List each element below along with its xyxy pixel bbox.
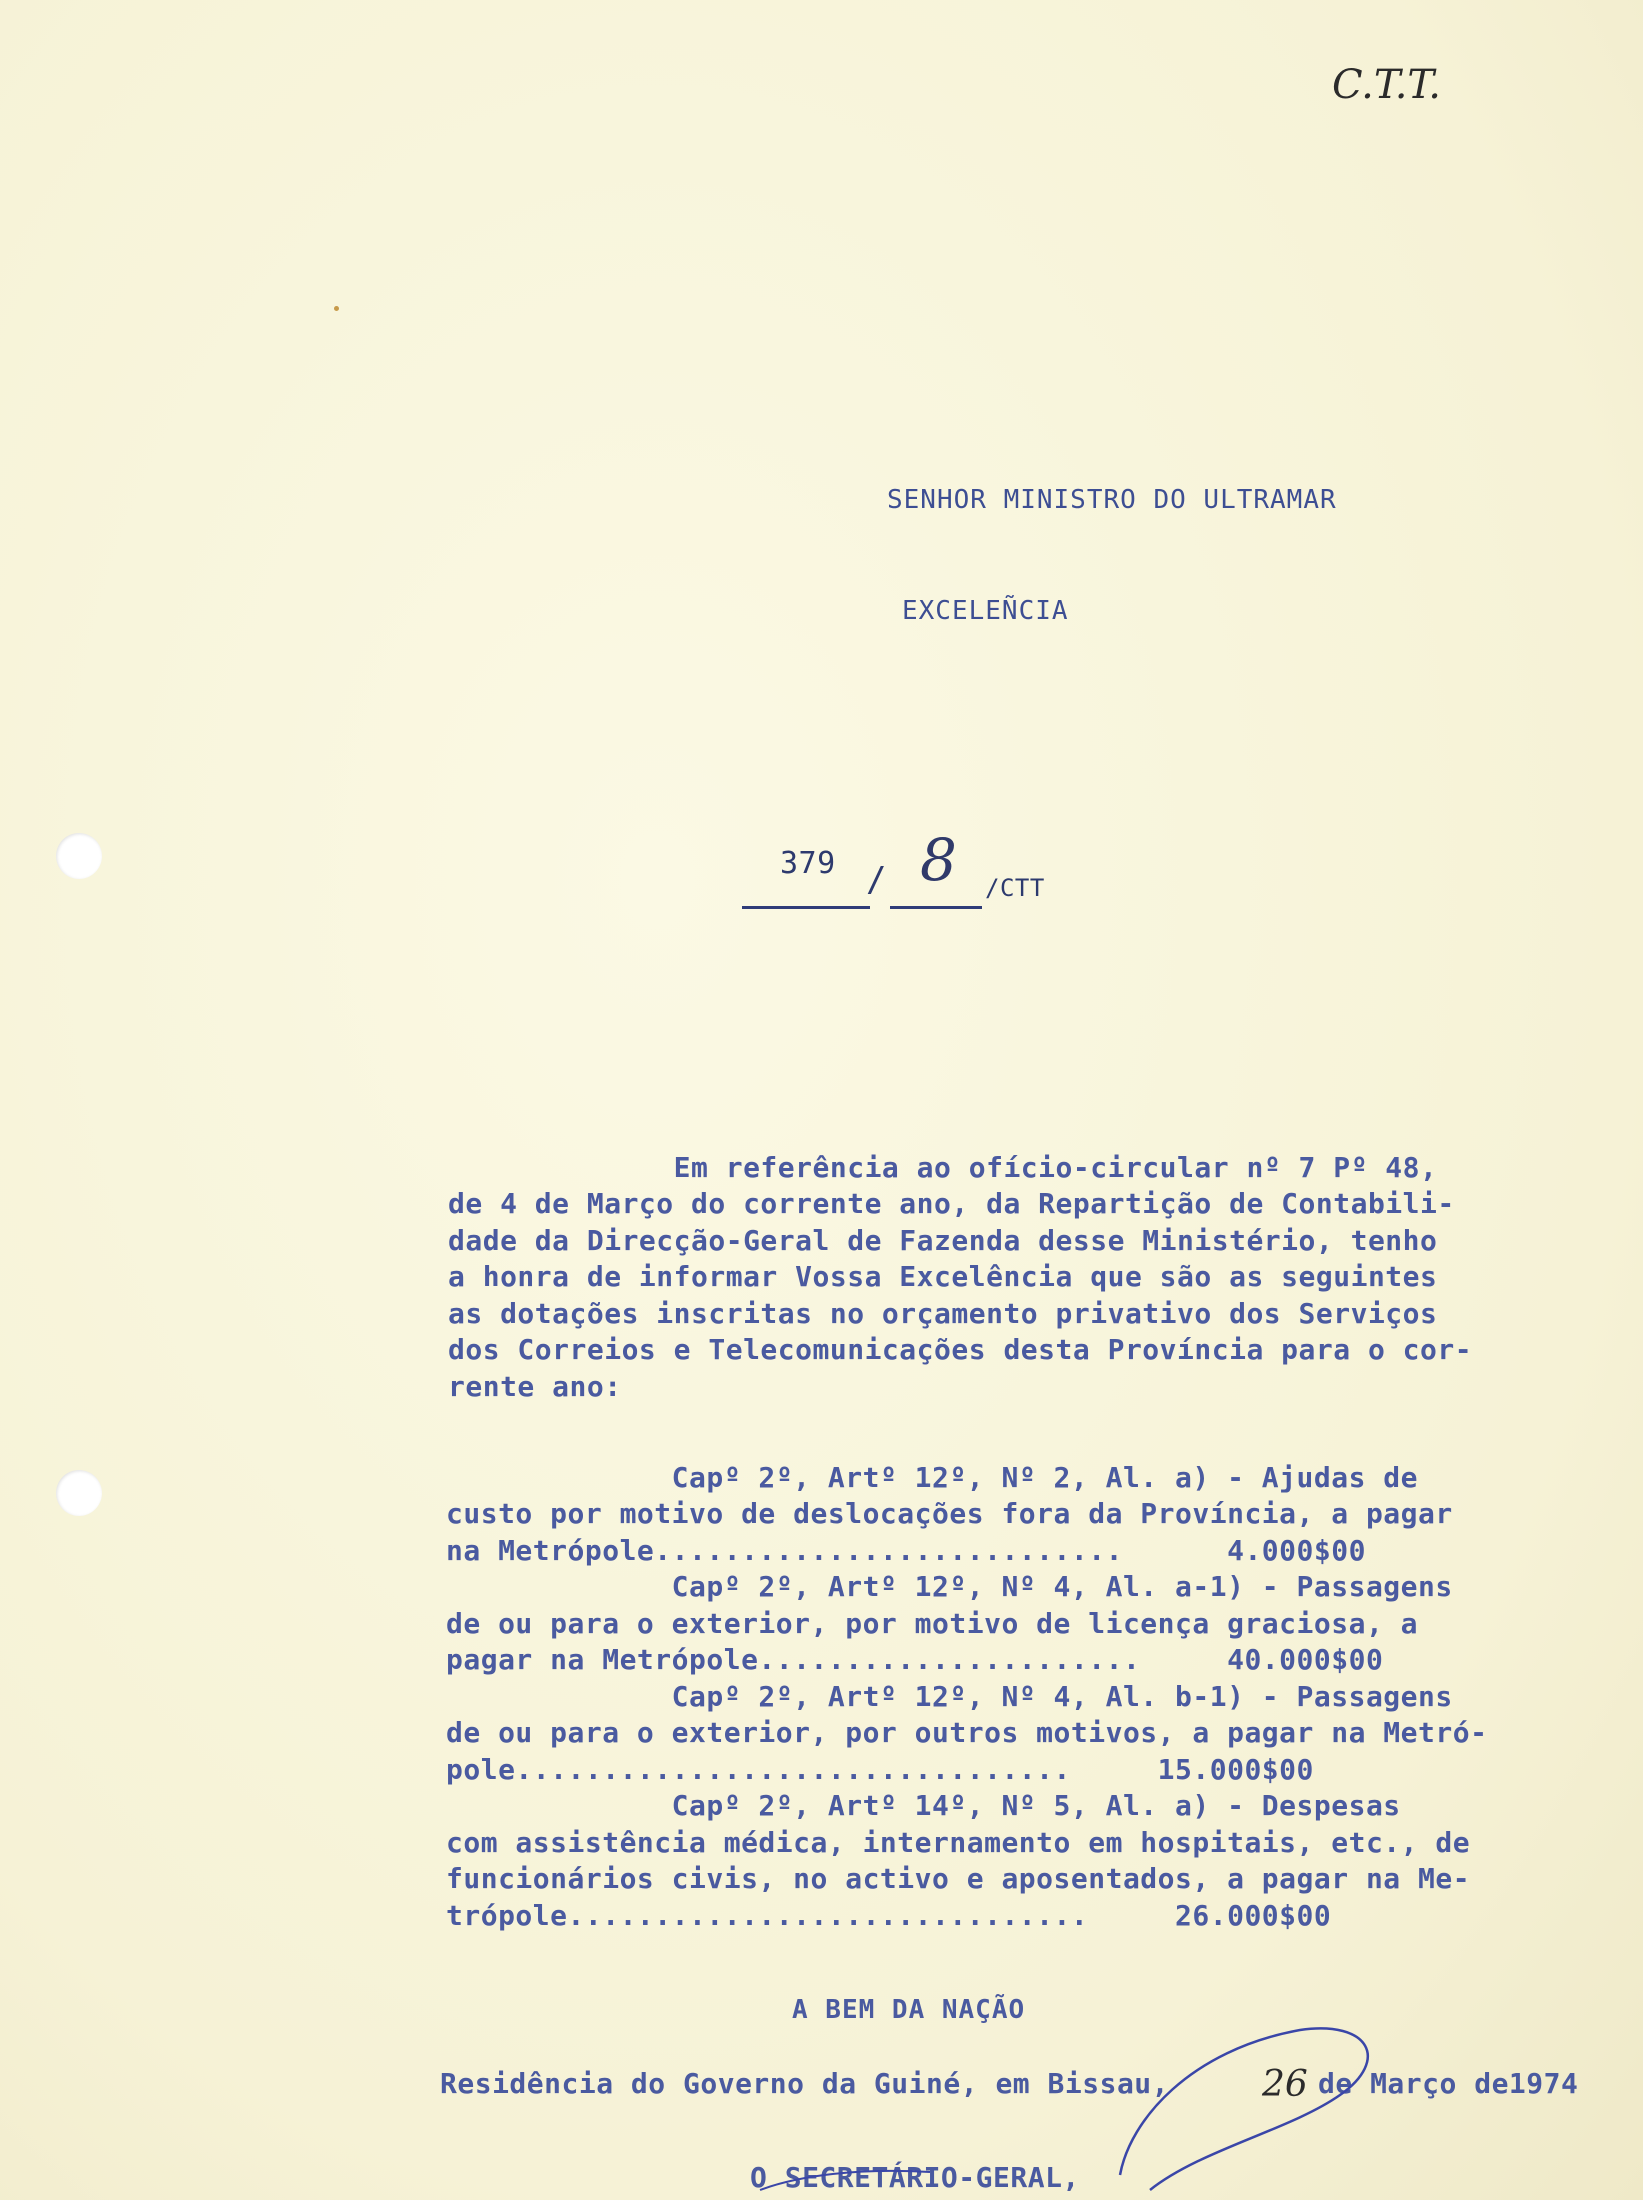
budget-item-2-line-2: de ou para o exterior, por motivo de licença graciosa, a [446, 1606, 1419, 1640]
budget-item-1-line-3: na Metrópole........................... 4.000$00 [446, 1533, 1366, 1567]
budget-item-1-line-2: custo por motivo de deslocações fora da Província, a pagar [446, 1497, 1453, 1530]
budget-item-3-line-2: de ou para o exterior, por outros motivos, a pagar na Metró- [446, 1716, 1488, 1749]
signatory-title: O SECRETÁRIO-GERAL, [750, 2161, 1080, 2194]
budget-item-2-line-1: Capº 2º, Artº 12º, Nº 4, Al. a-1) - Passagens [446, 1570, 1453, 1603]
date-suffix: de Março de1974 [1318, 2067, 1579, 2100]
handwritten-ctt-note: C.T.T. [1332, 62, 1441, 108]
budget-item-4-line-2: com assistência médica, internamento em hospitais, etc., de [446, 1825, 1471, 1859]
place-text: Residência do Governo da Guiné, em Bissau, [440, 2067, 1170, 2100]
body-line-5: as dotações inscritas no orçamento privativo dos Serviços [448, 1296, 1438, 1330]
reference-slash: / [866, 860, 887, 900]
budget-item-2-line-3: pagar na Metrópole...................... 40.000$00 [446, 1643, 1384, 1676]
budget-item-1-line-1: Capº 2º, Artº 12º, Nº 2, Al. a) - Ajudas de [446, 1460, 1419, 1494]
body-line-4: a honra de informar Vossa Excelência que são as seguintes [448, 1260, 1438, 1293]
closing-motto: A BEM DA NAÇÃO [792, 1995, 1026, 2025]
budget-item-4-line-1: Capº 2º, Artº 14º, Nº 5, Al. a) - Despesas [446, 1789, 1401, 1822]
budget-item-4-line-4: trópole.............................. 26.000$00 [446, 1898, 1332, 1932]
budget-item-3-line-1: Capº 2º, Artº 12º, Nº 4, Al. b-1) - Passagens [446, 1679, 1453, 1713]
handwritten-day: 26 [1262, 2064, 1308, 2105]
body-line-1: Em referência ao ofício-circular nº 7 Pº 48, [448, 1150, 1438, 1184]
budget-item-4-line-3: funcionários civis, no activo e aposentados, a pagar na Me- [446, 1862, 1471, 1895]
body-line-2: de 4 de Março do corrente ano, da Repartição de Contabili- [448, 1187, 1455, 1220]
body-line-7: rente ano: [448, 1369, 622, 1403]
reference-number: 379 [780, 846, 836, 881]
addressee: SENHOR MINISTRO DO ULTRAMAR [887, 485, 1337, 515]
budget-item-3-line-3: pole................................ 15.000$00 [446, 1752, 1314, 1786]
body-line-3: dade da Direcção-Geral de Fazenda desse Ministério, tenho [448, 1223, 1438, 1257]
reference-handwritten-number: 8 [920, 826, 957, 894]
body-line-6: dos Correios e Telecomunicações desta Província para o cor- [448, 1333, 1473, 1366]
salutation: EXCELEÑCIA [902, 596, 1069, 626]
reference-suffix: /CTT [985, 874, 1045, 902]
